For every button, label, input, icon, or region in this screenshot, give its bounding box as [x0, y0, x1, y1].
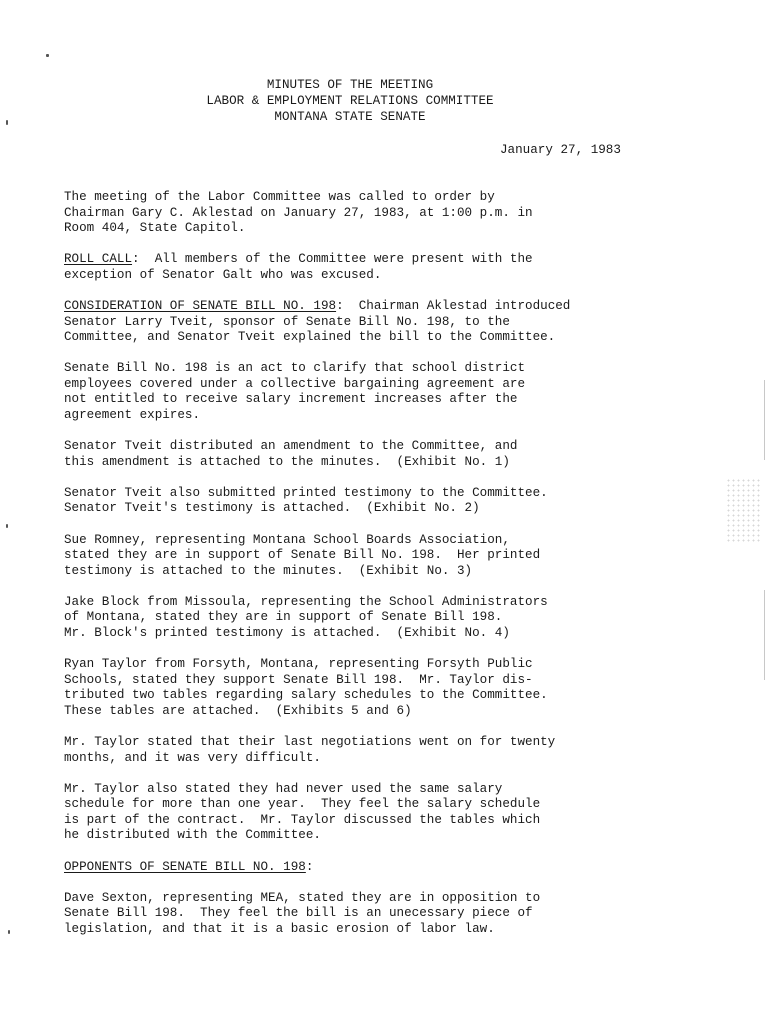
minutes-paragraph: [64, 190, 744, 237]
paragraph-line: [64, 704, 744, 720]
line-text: Sue Romney, representing Montana School Boards Association,: [64, 532, 510, 547]
paragraph-line: [64, 408, 744, 424]
line-text: exception of Senator Galt who was excused.: [64, 267, 382, 282]
paragraph-line: [64, 533, 744, 549]
minutes-paragraph: [64, 891, 744, 938]
line-text: schedule for more than one year. They feel the salary schedule: [64, 797, 541, 812]
paragraph-line: [64, 626, 744, 642]
paragraph-line: [64, 486, 744, 502]
paragraph-line: [64, 548, 744, 564]
paragraph-line: [64, 268, 744, 284]
line-text: Room 404, State Capitol.: [64, 221, 246, 236]
paragraph-line: [64, 392, 744, 408]
paragraph-line: [64, 673, 744, 689]
line-text: Mr. Taylor also stated they had never used the same salary: [64, 781, 503, 796]
paragraph-line: [64, 782, 744, 798]
line-text: Senate Bill 198. They feel the bill is an unecessary piece of: [64, 906, 533, 921]
line-text: : Chairman Aklestad introduced: [336, 298, 571, 313]
minutes-body: [64, 190, 744, 953]
minutes-paragraph: [64, 299, 744, 346]
scan-speck: [46, 54, 49, 57]
line-text: These tables are attached. (Exhibits 5 and 6): [64, 703, 412, 718]
line-text: Mr. Taylor stated that their last negotiations went on for twenty: [64, 734, 556, 749]
line-text: Senate Bill No. 198 is an act to clarify that school district: [64, 361, 526, 376]
line-text: legislation, and that it is a basic erosion of labor law.: [64, 921, 495, 936]
line-text: Dave Sexton, representing MEA, stated they are in opposition to: [64, 890, 541, 905]
paragraph-line: [64, 455, 744, 471]
paragraph-line: [64, 610, 744, 626]
line-text: The meeting of the Labor Committee was called to order by: [64, 190, 495, 204]
paragraph-line: [64, 735, 744, 751]
paragraph-line: [64, 330, 744, 346]
section-heading: OPPONENTS OF SENATE BILL NO. 198: [64, 859, 306, 874]
header-title: MINUTES OF THE MEETING: [266, 78, 434, 92]
paragraph-line: [64, 595, 744, 611]
minutes-paragraph: [64, 735, 744, 766]
line-text: Committee, and Senator Tveit explained the bill to the Committee.: [64, 330, 556, 345]
line-text: Senator Larry Tveit, sponsor of Senate Bill No. 198, to the: [64, 314, 510, 329]
minutes-paragraph: [64, 486, 744, 517]
paragraph-line: [64, 221, 744, 237]
paragraph-line: [64, 501, 744, 517]
line-text: months, and it was very difficult.: [64, 750, 321, 765]
paragraph-line: [64, 439, 744, 455]
minutes-paragraph: [64, 782, 744, 844]
paragraph-line: [64, 860, 744, 876]
paragraph-line: [64, 315, 744, 331]
header-body: MONTANA STATE SENATE: [274, 110, 426, 124]
header-committee: LABOR & EMPLOYMENT RELATIONS COMMITTEE: [206, 94, 494, 108]
minutes-paragraph: [64, 361, 744, 423]
line-text: is part of the contract. Mr. Taylor discussed the tables which: [64, 812, 541, 827]
line-text: agreement expires.: [64, 408, 201, 423]
paragraph-line: [64, 657, 744, 673]
line-text: Senator Tveit also submitted printed testimony to the Committee.: [64, 485, 548, 500]
paragraph-line: [64, 361, 744, 377]
paragraph-line: [64, 252, 744, 268]
line-text: tributed two tables regarding salary schedules to the Committee.: [64, 688, 548, 703]
line-text: Jake Block from Missoula, representing the School Administrators: [64, 594, 548, 609]
line-text: :: [305, 859, 314, 874]
line-text: stated they are in support of Senate Bill No. 198. Her printed: [64, 548, 541, 563]
line-text: Senator Tveit's testimony is attached. (Exhibit No. 2): [64, 501, 480, 516]
line-text: of Montana, stated they are in support of Senate Bill 198.: [64, 610, 503, 625]
line-text: not entitled to receive salary increment increases after the: [64, 392, 518, 407]
paragraph-line: [64, 688, 744, 704]
paragraph-line: [64, 377, 744, 393]
document-header: [0, 77, 700, 125]
minutes-paragraph: [64, 657, 744, 719]
minutes-paragraph: [64, 252, 744, 283]
line-text: employees covered under a collective bargaining agreement are: [64, 376, 526, 391]
section-heading: ROLL CALL: [64, 252, 133, 267]
minutes-paragraph: [64, 860, 744, 876]
line-text: Mr. Block's printed testimony is attached. (Exhibit No. 4): [64, 625, 510, 640]
paragraph-line: [64, 299, 744, 315]
meeting-date: January 27, 1983: [500, 143, 621, 157]
minutes-paragraph: [64, 533, 744, 580]
section-heading: CONSIDERATION OF SENATE BILL NO. 198: [64, 298, 337, 313]
line-text: he distributed with the Committee.: [64, 828, 321, 843]
line-text: Schools, stated they support Senate Bill 198. Mr. Taylor dis-: [64, 672, 533, 687]
line-text: : All members of the Committee were present with the: [132, 252, 533, 267]
margin-rule: [764, 380, 765, 460]
paragraph-line: [64, 190, 744, 206]
paragraph-line: [64, 922, 744, 938]
line-text: this amendment is attached to the minutes. (Exhibit No. 1): [64, 454, 510, 469]
line-text: Chairman Gary C. Aklestad on January 27, 1983, at 1:00 p.m. in: [64, 205, 533, 220]
paragraph-line: [64, 564, 744, 580]
paragraph-line: [64, 813, 744, 829]
paragraph-line: [64, 828, 744, 844]
minutes-paragraph: [64, 595, 744, 642]
paragraph-line: [64, 797, 744, 813]
scan-speck: [6, 524, 8, 528]
margin-rule: [764, 590, 765, 680]
minutes-paragraph: [64, 439, 744, 470]
paragraph-line: [64, 751, 744, 767]
line-text: testimony is attached to the minutes. (Exhibit No. 3): [64, 563, 473, 578]
line-text: Senator Tveit distributed an amendment to the Committee, and: [64, 439, 518, 454]
line-text: Ryan Taylor from Forsyth, Montana, representing Forsyth Public: [64, 657, 533, 672]
paragraph-line: [64, 206, 744, 222]
paragraph-line: [64, 891, 744, 907]
scan-speck: [8, 930, 10, 934]
paragraph-line: [64, 906, 744, 922]
